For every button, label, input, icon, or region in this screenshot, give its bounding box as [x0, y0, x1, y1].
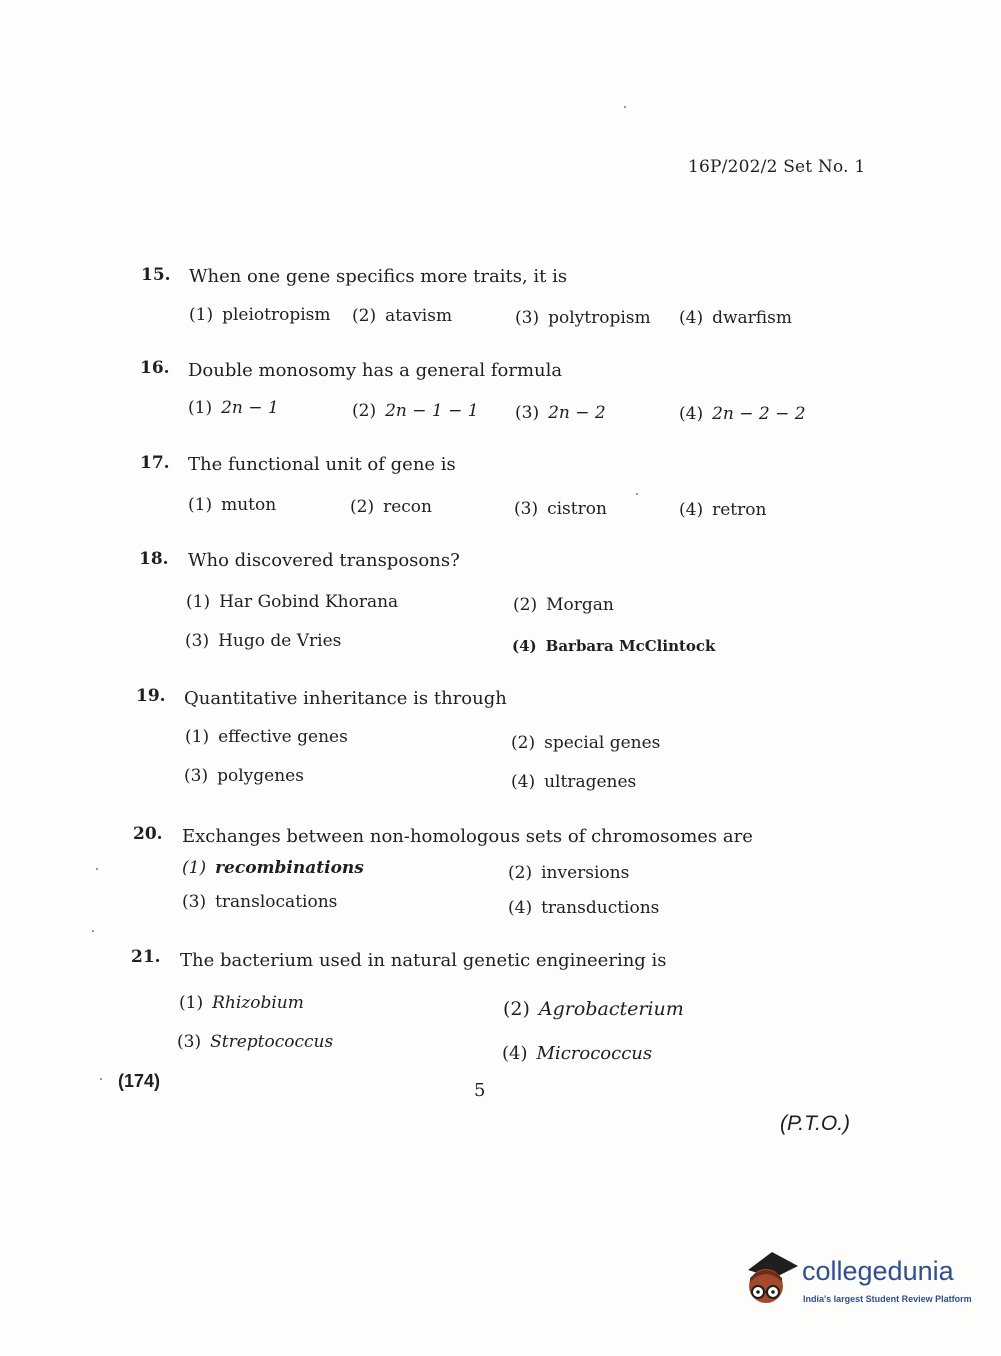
option-1 [179, 993, 304, 1013]
collegedunia-logo[interactable] [742, 1248, 972, 1318]
option-number: (3) [185, 631, 210, 651]
option-text: Morgan [546, 595, 614, 615]
option-number: (4) [679, 404, 704, 424]
option-text: retron [712, 500, 767, 520]
option-1 [189, 305, 331, 325]
option-4 [679, 308, 792, 328]
option-text: effective genes [218, 727, 348, 747]
option-number: (2) [352, 401, 377, 421]
option-text: cistron [547, 499, 607, 519]
option-text: dwarfism [712, 308, 792, 328]
option-text: polytropism [548, 308, 651, 328]
please-turn-over: (P.T.O.) [780, 1112, 851, 1135]
scan-speck [100, 1078, 102, 1080]
question-text: The bacterium used in natural genetic engineering is [180, 950, 667, 971]
option-number: (3) [515, 403, 540, 423]
option-number: (4) [679, 500, 704, 520]
question-number: 16. [140, 358, 170, 378]
option-number: (1) [179, 993, 204, 1013]
paper-code-header: 16P/202/2 Set No. 1 [688, 157, 866, 177]
option-1 [186, 592, 398, 612]
question-text: Who discovered transposons? [188, 550, 460, 571]
option-4 [511, 772, 636, 792]
option-2 [352, 306, 452, 326]
option-text: Agrobacterium [538, 998, 684, 1020]
option-1 [188, 495, 276, 515]
option-text: muton [221, 495, 277, 515]
option-text: pleiotropism [222, 305, 331, 325]
question-text: Quantitative inheritance is through [184, 688, 507, 709]
option-number: (2) [508, 863, 533, 883]
option-number: (1) [188, 398, 213, 418]
option-text: Streptococcus [210, 1032, 334, 1052]
option-number: (4) [502, 1043, 528, 1064]
question-number: 17. [140, 453, 170, 473]
question-text: Double monosomy has a general formula [188, 360, 563, 381]
option-number: (3) [515, 308, 540, 328]
question-number: 20. [133, 824, 163, 844]
option-number: (3) [184, 766, 209, 786]
option-4 [508, 898, 659, 918]
logo-wordmark: collegedunia [802, 1256, 954, 1286]
question-number: 18. [139, 549, 169, 569]
question-text: When one gene specifics more traits, it is [189, 266, 568, 287]
booklet-code: (174) [118, 1071, 161, 1091]
option-3 [177, 1032, 333, 1052]
question-number: 19. [136, 686, 166, 706]
question-text: Exchanges between non-homologous sets of chromosomes are [182, 826, 753, 847]
option-number: (1) [189, 305, 214, 325]
option-2 [511, 733, 660, 753]
option-number: (1) [182, 858, 207, 878]
option-3 [184, 766, 304, 786]
option-number: (1) [188, 495, 213, 515]
option-text: special genes [544, 733, 661, 753]
option-text: ultragenes [544, 772, 637, 792]
option-text: inversions [541, 863, 630, 883]
option-text: atavism [385, 306, 453, 326]
option-4 [679, 404, 806, 424]
option-3 [515, 308, 651, 328]
logo-tagline: India's largest Student Review Platform [803, 1294, 972, 1304]
option-number: (3) [514, 499, 539, 519]
option-number: (4) [511, 772, 536, 792]
option-2 [350, 497, 432, 517]
option-1 [182, 858, 364, 878]
option-number: (2) [350, 497, 375, 517]
option-text: 2n − 2 [548, 403, 606, 423]
option-text: Micrococcus [536, 1043, 653, 1064]
scan-speck [96, 868, 98, 870]
option-text: Hugo de Vries [218, 631, 342, 651]
option-number: (3) [182, 892, 207, 912]
scan-speck [636, 493, 638, 495]
option-4 [679, 500, 766, 520]
option-4 [502, 1043, 652, 1064]
option-text: Har Gobind Khorana [219, 592, 399, 612]
option-3 [515, 403, 606, 423]
option-4 [512, 637, 715, 655]
option-2 [513, 595, 614, 615]
option-text: polygenes [217, 766, 304, 786]
option-number: (2) [511, 733, 536, 753]
question-number: 21. [131, 947, 161, 967]
option-3 [182, 892, 337, 912]
option-1 [185, 727, 348, 747]
option-text: translocations [215, 892, 338, 912]
option-text: 2n − 1 [221, 398, 279, 418]
option-text: Barbara McClintock [545, 637, 716, 655]
question-text: The functional unit of gene is [188, 454, 456, 475]
option-2 [352, 401, 479, 421]
option-number: (4) [508, 898, 533, 918]
question-number: 15. [141, 265, 171, 285]
option-number: (1) [185, 727, 210, 747]
mascot-icon [742, 1248, 800, 1316]
scan-speck [92, 930, 94, 932]
option-text: recon [383, 497, 432, 517]
option-text: recombinations [215, 858, 364, 878]
option-number: (3) [177, 1032, 202, 1052]
option-text: 2n − 1 − 1 [385, 401, 479, 421]
option-text: Rhizobium [212, 993, 304, 1013]
option-1 [188, 398, 279, 418]
option-number: (2) [503, 998, 530, 1020]
option-2 [503, 998, 684, 1020]
option-number: (1) [186, 592, 211, 612]
option-text: transductions [541, 898, 660, 918]
option-number: (2) [352, 306, 377, 326]
page-number: 5 [474, 1080, 486, 1101]
option-2 [508, 863, 629, 883]
option-3 [514, 499, 607, 519]
option-text: 2n − 2 − 2 [712, 404, 806, 424]
option-number: (2) [513, 595, 538, 615]
option-3 [185, 631, 341, 651]
option-number: (4) [679, 308, 704, 328]
option-number: (4) [512, 637, 537, 655]
scan-speck [624, 106, 626, 108]
